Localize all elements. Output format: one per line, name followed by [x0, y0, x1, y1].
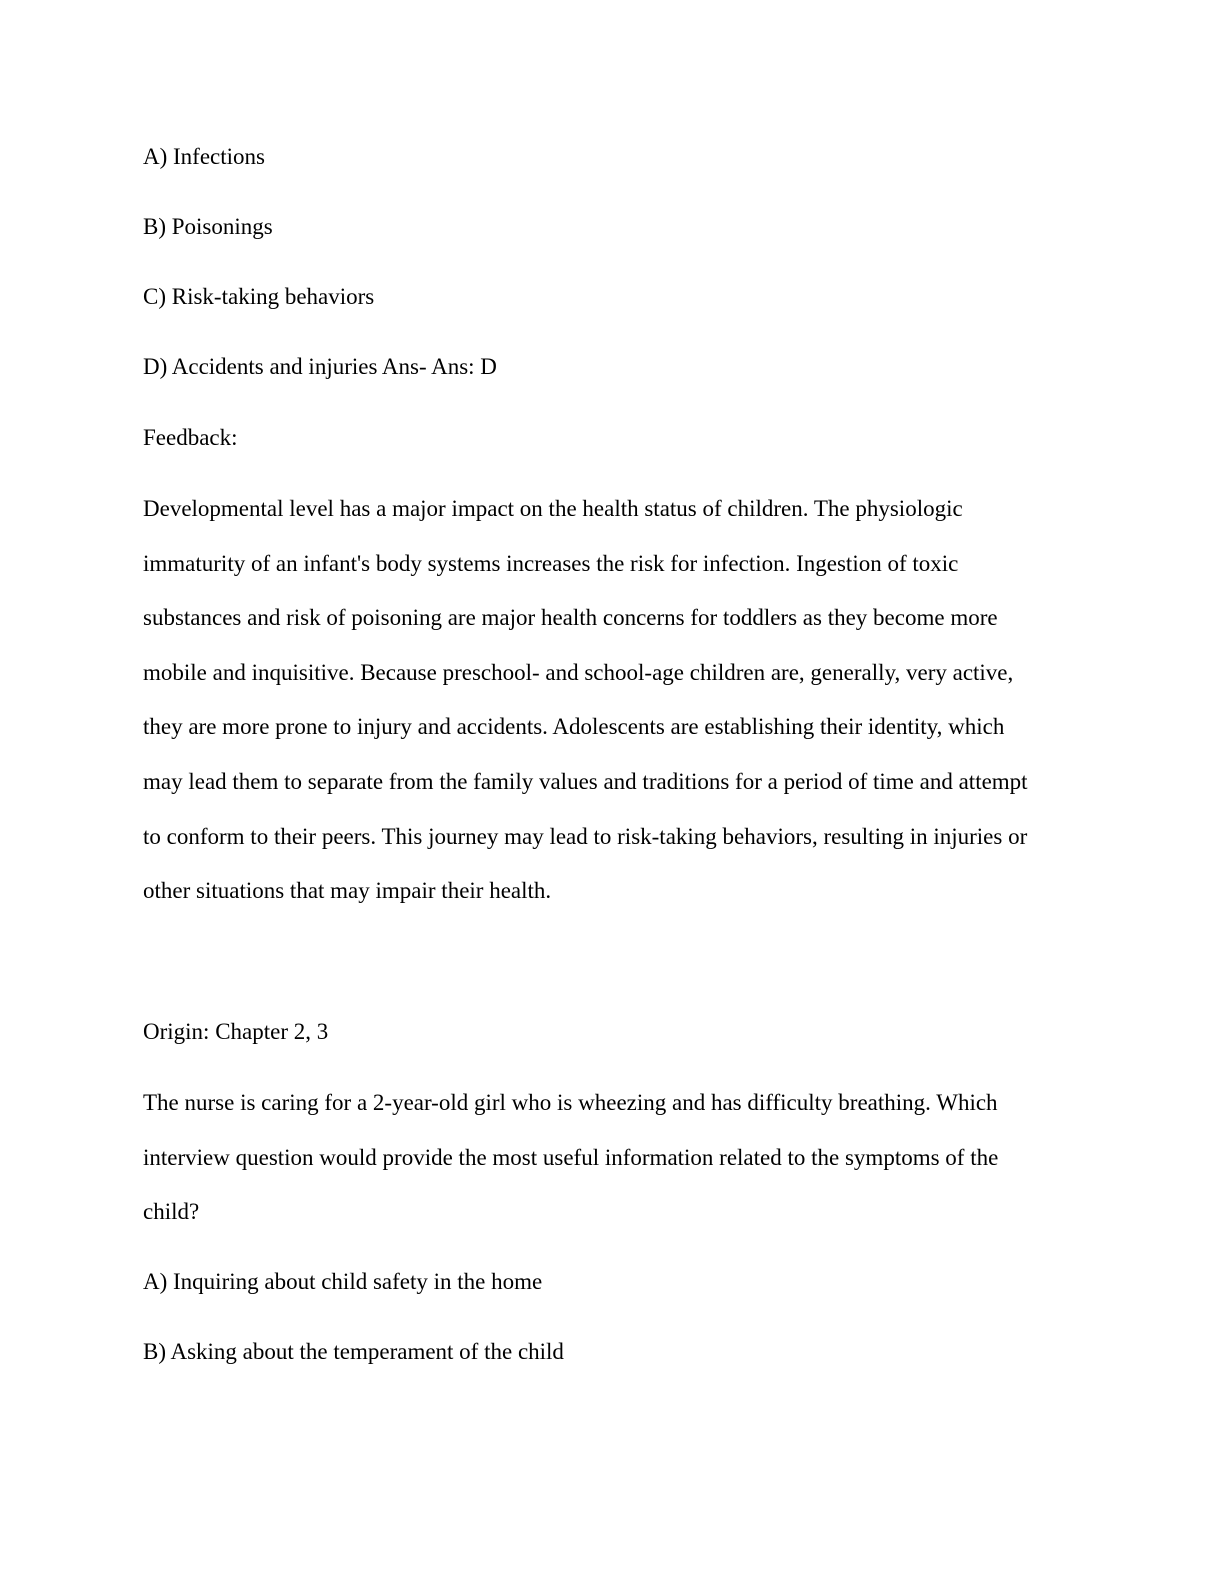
option-c: C) Risk-taking behaviors	[143, 284, 375, 309]
feedback-line: they are more prone to injury and accidents. Adolescents are establishing their identity, which	[143, 714, 1005, 740]
feedback-line: to conform to their peers. This journey may lead to risk-taking behaviors, resulting in injuries or	[143, 823, 1028, 849]
question-stem-line: interview question would provide the most useful information related to the symptoms of the	[143, 1144, 999, 1170]
feedback-label: Feedback:	[143, 425, 238, 450]
feedback-line: mobile and inquisitive. Because preschool- and school-age children are, generally, very active,	[143, 659, 1014, 685]
feedback-line: may lead them to separate from the family values and traditions for a period of time and attempt	[143, 768, 1028, 794]
feedback-line: other situations that may impair their health.	[143, 878, 552, 904]
option-b: B) Poisonings	[143, 214, 273, 239]
feedback-paragraph	[143, 495, 1028, 932]
option-d-answer: D) Accidents and injuries Ans- Ans: D	[143, 354, 497, 379]
feedback-line: Developmental level has a major impact on the health status of children. The physiologic	[143, 496, 963, 521]
question-origin: Origin: Chapter 2, 3	[143, 1019, 329, 1044]
feedback-line: substances and risk of poisoning are major health concerns for toddlers as they become more	[143, 605, 998, 631]
question-stem	[143, 1089, 998, 1253]
question-stem-line: child?	[143, 1199, 200, 1225]
question-stem-line: The nurse is caring for a 2-year-old girl who is wheezing and has difficulty breathing. Which	[143, 1090, 998, 1115]
option-a: A) Infections	[143, 144, 265, 169]
next-option-a: A) Inquiring about child safety in the home	[143, 1269, 543, 1294]
next-option-b: B) Asking about the temperament of the child	[143, 1339, 564, 1364]
feedback-line: immaturity of an infant's body systems increases the risk for infection. Ingestion of toxic	[143, 550, 959, 576]
